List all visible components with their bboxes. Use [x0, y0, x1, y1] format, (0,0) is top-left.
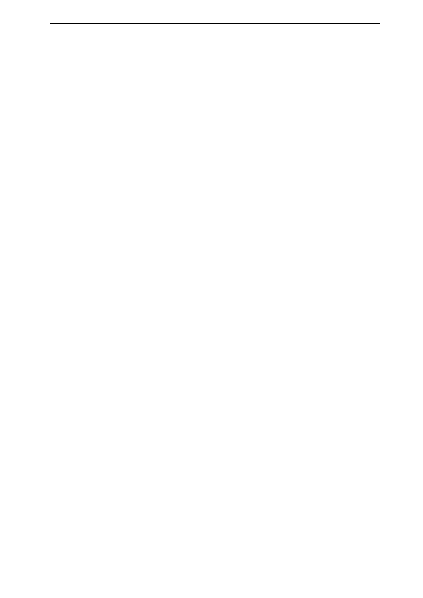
header-rule — [50, 23, 380, 24]
page-content — [50, 31, 380, 49]
